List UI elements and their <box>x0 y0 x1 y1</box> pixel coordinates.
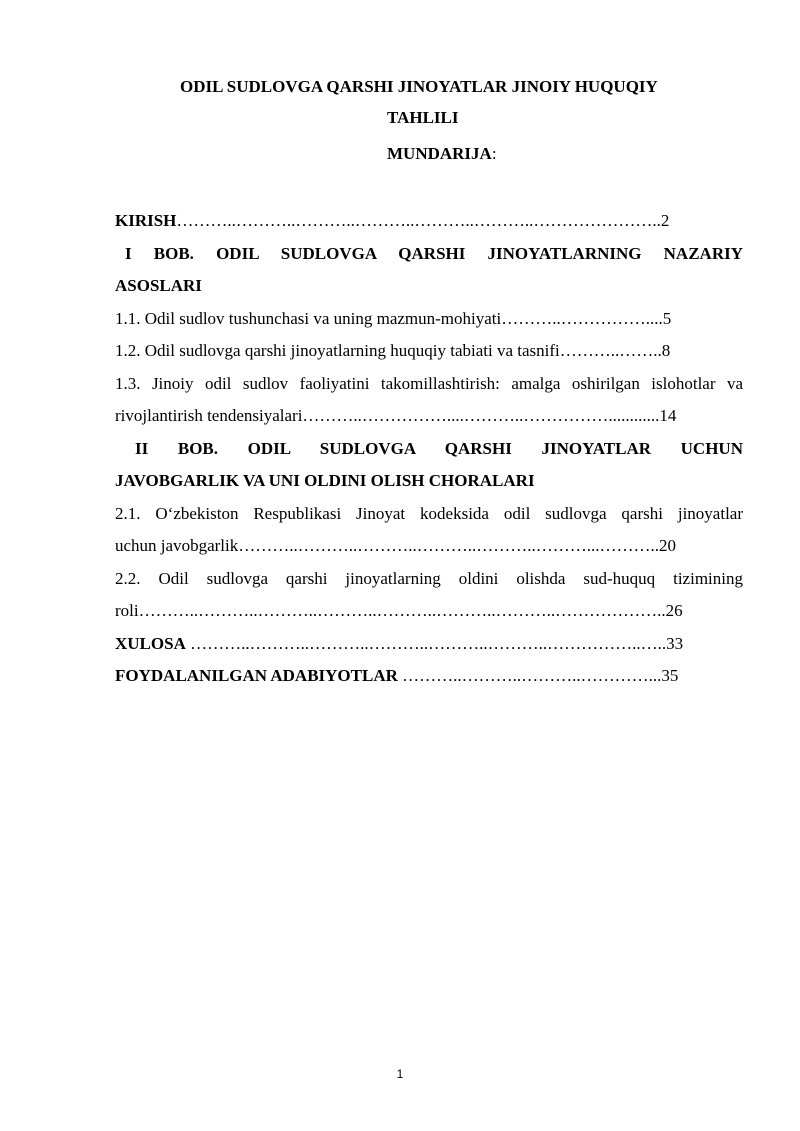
toc-chapter1-title-line1: I BOB. ODIL SUDLOVGA QARSHI JINOYATLARNING NAZARIY <box>125 243 743 263</box>
toc-chapter2-title-line1: II BOB. ODIL SUDLOVGA QARSHI JINOYATLAR UCHUN <box>135 438 743 458</box>
toc-intro-label: KIRISH <box>115 211 177 230</box>
toc-section-2-1-line1: 2.1. O‘zbekiston Respublikasi Jinoyat kodeksida odil sudlovga qarshi jinoyatlar <box>115 503 743 523</box>
toc-references-leader: ………..………..………..…………...35 <box>397 666 679 685</box>
toc-section-2-2-line1: 2.2. Odil sudlovga qarshi jinoyatlarning oldini olishda sud-huquq tizimining <box>115 568 743 588</box>
table-of-contents <box>115 205 743 693</box>
toc-intro-leader: ………..………..………..………..………..………..…………………..2 <box>176 211 670 230</box>
toc-references-label: FOYDALANILGAN ADABIYOTLAR <box>115 666 398 685</box>
toc-chapter2-title-line2: JAVOBGARLIK VA UNI OLDINI OLISH CHORALARI <box>115 471 535 490</box>
toc-section-1-3-line2: rivojlantirish tendensiyalari………..……………....………..……………............14 <box>115 406 677 425</box>
toc-section-1-3-line1: 1.3. Jinoiy odil sudlov faoliyatini takomillashtirish: amalga oshirilgan islohotlar va <box>115 373 743 393</box>
contents-heading-text: MUNDARIJA <box>387 144 492 163</box>
toc-conclusion-label: XULOSA <box>115 633 186 653</box>
toc-entry-references <box>115 660 743 693</box>
contents-heading-colon: : <box>491 144 497 163</box>
toc-section-1-2: 1.2. Odil sudlovga qarshi jinoyatlarning huquqiy tabiati va tasnifi………..……..8 <box>115 341 671 360</box>
toc-section-2-2-line2: roli………..………..………..………..………..………..………..………………..26 <box>115 601 683 620</box>
toc-chapter1-title-line2: ASOSLARI <box>115 276 202 295</box>
page-number: 1 <box>396 1067 404 1081</box>
document-title-line2: TAHLILI <box>387 108 459 127</box>
toc-section-1-1: 1.1. Odil sudlov tushunchasi va uning mazmun-mohiyati………..……………....5 <box>115 308 672 328</box>
toc-entry-intro <box>115 205 743 238</box>
toc-section-2-1-line2: uchun javobgarlik………..………..………..………..………..………...………..20 <box>115 536 676 555</box>
document-title-line1: ODIL SUDLOVGA QARSHI JINOYATLAR JINOIY HUQUQIY <box>180 77 658 96</box>
toc-conclusion-leader: ………..………..………..………..………..………..……………..…..33 <box>185 633 684 653</box>
toc-entry-conclusion <box>115 628 743 661</box>
contents-heading <box>387 144 497 164</box>
